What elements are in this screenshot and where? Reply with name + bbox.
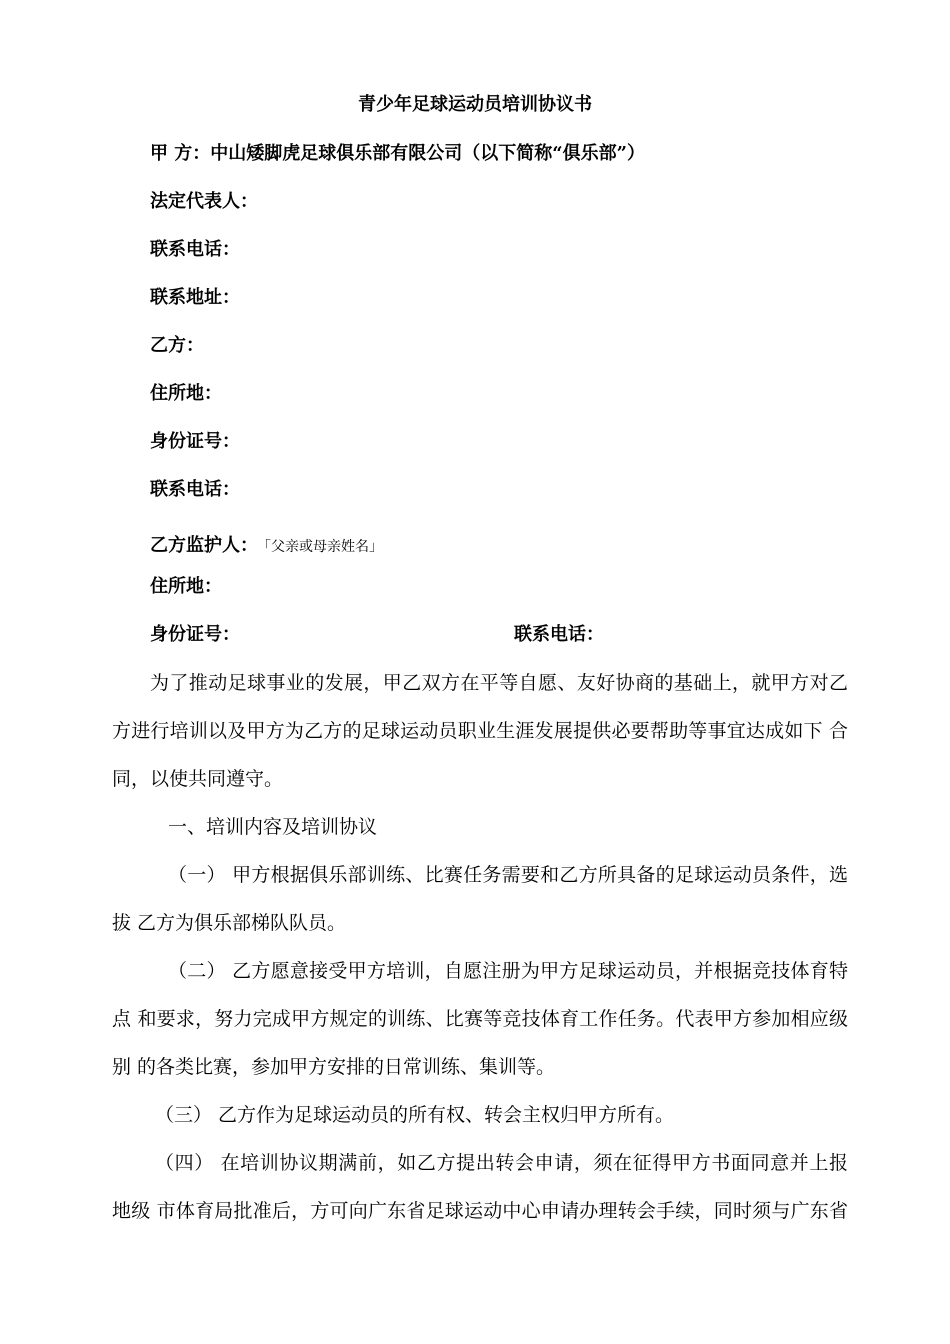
- clause-line: 点 和要求，努力完成甲方规定的训练、比赛等竞技体育工作任务。代表甲方参加相应级: [112, 1008, 848, 1030]
- guardian-label: 乙方监护人：: [150, 535, 258, 556]
- party-a-line: 甲 方：中山矮脚虎足球俱乐部有限公司（以下简称“俱乐部”）: [150, 143, 645, 164]
- clause-line: （四） 在培训协议期满前，如乙方提出转会申请，须在征得甲方书面同意并上报: [155, 1152, 848, 1174]
- party-b-field: 乙方：: [150, 335, 204, 356]
- intro-line: 为了推动足球事业的发展，甲乙双方在平等自愿、友好协商的基础上，就甲方对乙: [150, 672, 848, 694]
- clause-line: 地级 市体育局批准后，方可向广东省足球运动中心申请办理转会手续，同时须与广东省: [112, 1200, 848, 1222]
- clause-line: （一） 甲方根据俱乐部训练、比赛任务需要和乙方所具备的足球运动员条件，选: [168, 864, 848, 886]
- guardian-field: [150, 537, 383, 555]
- party-a-phone-field: 联系电话：: [150, 239, 240, 260]
- party-b-residence-field: 住所地：: [150, 383, 222, 404]
- party-a-address-field: 联系地址：: [150, 287, 240, 308]
- clause-line: 别 的各类比赛，参加甲方安排的日常训练、集训等。: [112, 1056, 556, 1078]
- intro-line: 同，以使共同遵守。: [112, 768, 284, 790]
- legal-rep-field: 法定代表人：: [150, 191, 258, 212]
- guardian-phone-field: 联系电话：: [514, 624, 604, 645]
- party-b-id-field: 身份证号：: [150, 431, 240, 452]
- document-title: 青少年足球运动员培训协议书: [358, 94, 592, 115]
- clause-line: 拔 乙方为俱乐部梯队队员。: [112, 912, 347, 934]
- section-heading: 一、培训内容及培训协议: [168, 816, 378, 838]
- guardian-id-field: 身份证号：: [150, 624, 240, 645]
- guardian-residence-field: 住所地：: [150, 576, 222, 597]
- guardian-hint: 「父亲或母亲姓名」: [264, 539, 383, 555]
- intro-line: 方进行培训以及甲方为乙方的足球运动员职业生涯发展提供必要帮助等事宜达成如下 合: [112, 720, 848, 742]
- party-b-phone-field: 联系电话：: [150, 479, 240, 500]
- clause-line: （三） 乙方作为足球运动员的所有权、转会主权归甲方所有。: [155, 1104, 675, 1126]
- clause-line: （二） 乙方愿意接受甲方培训，自愿注册为甲方足球运动员，并根据竞技体育特: [168, 960, 848, 982]
